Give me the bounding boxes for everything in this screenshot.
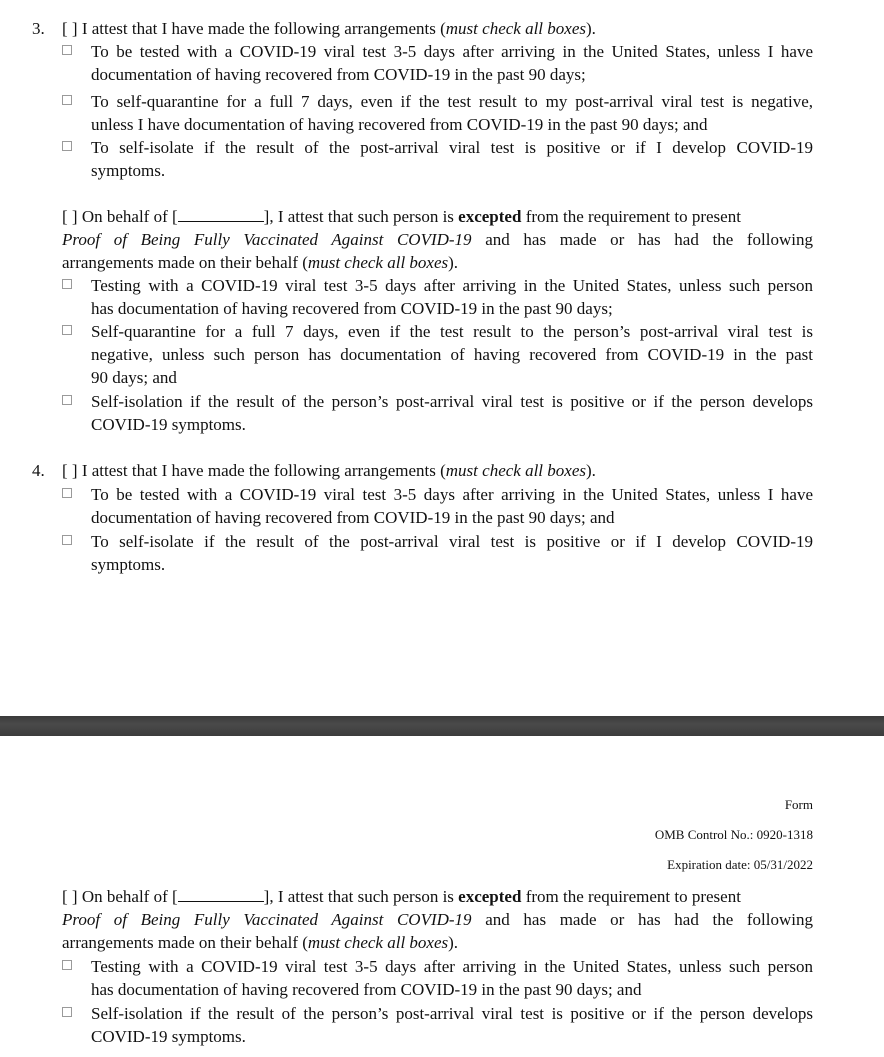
bullet-text: To self-quarantine for a full 7 days, even if the test result to my post-arrival viral test is negative, [91, 92, 813, 111]
bullet-text: Self-isolation if the result of the person’s post-arrival viral test is positive or if the person develops [91, 392, 813, 411]
on-behalf-line: [ ] On behalf of [ ], I attest that such person is excepted from the requirement to present [62, 887, 741, 906]
checkbox[interactable] [62, 960, 72, 970]
bullet-text: documentation of having recovered from COVID-19 in the past 90 days; [91, 65, 586, 84]
form-label: Form [784, 797, 813, 812]
bullet-text: has documentation of having recovered from COVID-19 in the past 90 days; [91, 299, 613, 318]
checkbox[interactable] [62, 95, 72, 105]
bullet-text: Self-quarantine for a full 7 days, even if the test result to the person’s post-arrival viral test is [91, 322, 813, 341]
on-behalf-line: arrangements made on their behalf (must check all boxes). [62, 933, 459, 952]
on-behalf-line: [ ] On behalf of [ ], I attest that such person is excepted from the requirement to present [62, 207, 741, 226]
checkbox[interactable] [62, 45, 72, 55]
on-behalf-line: Proof of Being Fully Vaccinated Against COVID-19 and has made or has had the following [62, 910, 814, 929]
bullet-text: documentation of having recovered from COVID-19 in the past 90 days; and [91, 508, 615, 527]
bullet-text: Testing with a COVID-19 viral test 3-5 days after arriving in the United States, unless such person [91, 276, 813, 295]
bullet-text: Testing with a COVID-19 viral test 3-5 days after arriving in the United States, unless such person [91, 957, 813, 976]
bullet-text: To self-isolate if the result of the post-arrival viral test is positive or if I develop COVID-19 [91, 138, 813, 157]
omb-control-number: OMB Control No.: 0920-1318 [654, 827, 813, 842]
item-number: 3. [32, 19, 45, 38]
checkbox[interactable] [62, 395, 72, 405]
bullet-text: has documentation of having recovered from COVID-19 in the past 90 days; and [91, 980, 642, 999]
checkbox[interactable] [62, 325, 72, 335]
on-behalf-line: Proof of Being Fully Vaccinated Against COVID-19 and has made or has had the following [62, 230, 814, 249]
expiration-date: Expiration date: 05/31/2022 [667, 857, 813, 872]
bullet-text: Self-isolation if the result of the person’s post-arrival viral test is positive or if the person develops [91, 1004, 813, 1023]
bullet-text: To self-isolate if the result of the post-arrival viral test is positive or if I develop COVID-19 [91, 532, 813, 551]
bullet-text: COVID-19 symptoms. [91, 415, 246, 434]
checkbox[interactable] [62, 488, 72, 498]
bullet-text: 90 days; and [91, 368, 177, 387]
item-lead: [ ] I attest that I have made the following arrangements (must check all boxes). [62, 461, 596, 480]
bullet-text: symptoms. [91, 555, 166, 574]
checkbox[interactable] [62, 279, 72, 289]
bullet-text: negative, unless such person has documentation of having recovered from COVID-19 in the past [91, 345, 813, 364]
bullet-text: unless I have documentation of having recovered from COVID-19 in the past 90 days; and [91, 115, 708, 134]
item-lead: [ ] I attest that I have made the following arrangements (must check all boxes). [62, 19, 596, 38]
on-behalf-line: arrangements made on their behalf (must check all boxes). [62, 253, 459, 272]
bullet-text: To be tested with a COVID-19 viral test 3-5 days after arriving in the United States, unless I have [91, 42, 813, 61]
name-blank[interactable] [178, 887, 264, 902]
bullet-text: symptoms. [91, 161, 166, 180]
name-blank[interactable] [178, 207, 264, 222]
checkbox[interactable] [62, 1007, 72, 1017]
page-separator [0, 716, 884, 736]
bullet-text: To be tested with a COVID-19 viral test 3-5 days after arriving in the United States, unless I have [91, 485, 813, 504]
checkbox[interactable] [62, 141, 72, 151]
checkbox[interactable] [62, 535, 72, 545]
item-number: 4. [32, 461, 45, 480]
bullet-text: COVID-19 symptoms. [91, 1027, 246, 1046]
